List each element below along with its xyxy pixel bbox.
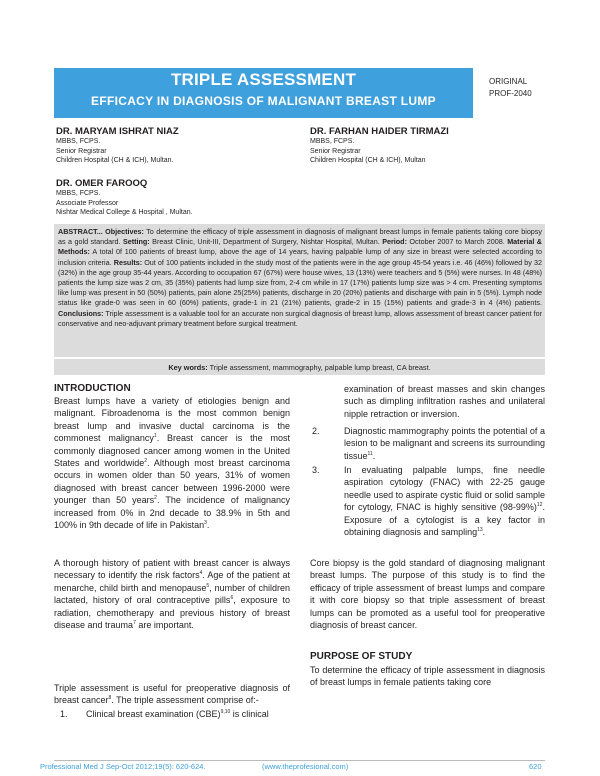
citation: 12 [536, 502, 543, 509]
text-run: . The triple assessment comprise of:- [111, 695, 259, 706]
purpose-paragraph: To determine the efficacy of triple assessment in diagnosis of breast lumps in female patients taking core [310, 665, 545, 688]
footer-website[interactable]: (www.theprofesional.com) [262, 762, 349, 771]
text-run: . Age of the patient at menarche, child birth and menopause [54, 570, 290, 593]
keywords-label: Key words: [168, 363, 208, 372]
author-title: Senior Registrar [310, 147, 361, 155]
keywords-text: Triple assessment, mammography, palpable lump breast, CA breast. [207, 363, 431, 372]
list-item-3 [344, 464, 545, 538]
author-title: Senior Registrar [56, 147, 107, 155]
author-name: DR. FARHAN HAIDER TIRMAZI [310, 126, 449, 137]
author-name: DR. OMER FAROOQ [56, 178, 148, 189]
text-run: . The incidence of malignancy increased from 0% in 2nd decade to 38.9% in 5th and 100% in 9th decade of life in Pakistan [54, 495, 290, 531]
text-run: , number of children lactated, history of oral contraceptive pills [54, 582, 291, 606]
list-number: 1. [60, 709, 68, 719]
citation: 2 [144, 458, 148, 465]
abstract-setting-label: Setting: [122, 237, 150, 247]
text-run: . Although most breast carcinoma occurs in women older than 50 years, 31% of women diagnosed with breast cancer between 1996-2000 were younger than 50 years [54, 458, 290, 506]
author-block [56, 178, 193, 218]
article-title: TRIPLE ASSESSMENT [170, 70, 357, 89]
introduction-heading: INTRODUCTION [54, 383, 131, 394]
text-run: . Exposure of a cytologist is a key factor in obtaining diagnosis and sampling [344, 502, 545, 538]
author-block [310, 126, 449, 166]
citation: 7 [133, 620, 136, 627]
author-affiliation: Children Hospital (CH & ICH), Multan [310, 157, 426, 164]
abstract-period-label: Period: [382, 237, 407, 247]
text-run: . [206, 520, 210, 531]
text-run: In evaluating palpable lumps, fine needle aspiration cytology (FNAC) with 22-25 gauge needle used to aspirate cystic fluid or solid sample for cytology, FNAC is highly sensitive (98-99%) [344, 465, 545, 513]
text-run: A thorough history of patient with breast cancer is always necessary to identify the risk factors [54, 558, 290, 581]
abstract-conclusions-label: Conclusions: [58, 308, 104, 318]
text-run: , exposure to radiation, chemotherapy and previous history of breast disease and trauma [54, 595, 290, 631]
abstract-lead: ABSTRACT... Objectives: [58, 227, 144, 236]
author-degree: MBBS, FCPS. [56, 190, 101, 197]
abstract-objectives: To determine the efficacy of triple assessment in diagnosis of malignant breast lumps in female patients taking core biopsy as a gold standard. [58, 227, 542, 247]
list-item-2 [344, 425, 545, 462]
citation: 4 [199, 570, 203, 577]
citation: 11 [367, 450, 373, 457]
text-run: Triple assessment is useful for preoperative diagnosis of breast cancer [54, 683, 290, 706]
abstract-text [58, 227, 542, 329]
citation: 6 [230, 595, 234, 602]
abstract-period: October 2007 to March 2008. [406, 237, 508, 247]
text-run: is clinical [230, 709, 269, 719]
text-run: . [372, 450, 376, 461]
intro-paragraph-1 [54, 395, 290, 531]
author-degree: MBBS, FCPS. [56, 138, 101, 145]
text-run: Diagnostic mammography points the potential of a lesion to be malignant and screens its surrounding tissue [344, 426, 545, 461]
list-item-1-continued: examination of breast masses and skin changes such as dimpling infiltration rashes and unilateral nipple retraction or inversion. [344, 384, 545, 419]
author-name: DR. MARYAM ISHRAT NIAZ [56, 126, 179, 137]
article-type-tag [489, 76, 532, 100]
article-type-label: ORIGINAL [489, 77, 528, 86]
text-run: Clinical breast examination (CBE) [86, 709, 221, 719]
article-subtitle: EFFICACY IN DIAGNOSIS OF MALIGNANT BREAST LUMP [91, 94, 436, 108]
citation: 1 [153, 433, 157, 440]
citation: 8 [108, 695, 112, 702]
intro-paragraph-4: Core biopsy is the gold standard of diagnosing malignant breast lumps. The purpose of this study is to find the efficacy of triple assessment of breast lumps and compare it with core biopsy so that triple assessment of breast lumps can be promoted as a useful tool for preoperative diagnosis of breast cancer. [310, 558, 545, 631]
citation: 5 [206, 582, 210, 589]
article-code: PROF-2040 [489, 89, 532, 98]
page-number: 620 [529, 762, 542, 771]
text-run: Breast lumps have a variety of etiologies benign and malignant. Fibroadenoma is the most common benign breast lump and invasive ductal carcinoma is the commonest malignancy [54, 396, 290, 444]
abstract-results: Out of 100 patients included in the study most of the patients were in the age group 45-54 years i.e. 46 (46%) followed by 32 (32%) in the age group 35-44 years. According to occupation 67 (67%) were house wives, 13 (13%) were teachers and 5 (5%) were nurses. In 48 (48%) patients the lump size was 2 cm, 35 (35%) patients had lump size from, 2-4 cm while in 17 (17%) patients lump size was > 4 cm. Presenting symptoms like lump was present in 50 (50%) patients, pain alone 25(25%) patients, discharge in 20 (20%) patients and discharge with pain in 5 (5%). Lymph node status like grade-0 was seen in 60 (60%) patients, grade-1 in 21 (21%) patients, grade-2 in 15 (15%) patients and grade-3 in 4 (4%) patients. [58, 257, 542, 308]
citation: 3 [204, 520, 207, 527]
text-run: . [482, 527, 486, 538]
list-number: 3. [312, 465, 320, 475]
abstract-methods: A total 0f 100 patients of breast lump, above the age of 14 years, having palpable lump of any size in breast were selected according to inclusion criteria. [58, 247, 542, 267]
author-affiliation: Children Hospital (CH & ICH), Multan. [56, 157, 174, 164]
author-affiliation: Nishtar Medical College & Hospital , Multan. [56, 209, 193, 216]
list-item-1 [86, 708, 290, 720]
author-title: Associate Professor [56, 199, 119, 207]
purpose-heading: PURPOSE OF STUDY [310, 651, 413, 662]
abstract-conclusions: Triple assessment is a valuable tool for an accurate non surgical diagnosis of breast lump, allows assessment of breast cancer patient for conservative and neo-adjuvant primary treatment before surgical treatment. [58, 308, 542, 328]
citation: 9,10 [220, 709, 231, 715]
abstract-results-label: Results: [113, 257, 143, 267]
footer-journal-citation: Professional Med J Sep-Oct 2012;19(5): 620-624. [40, 762, 206, 771]
abstract-methods-label: Material & Methods: [58, 237, 542, 257]
keywords [54, 363, 545, 372]
intro-paragraph-3 [54, 682, 290, 707]
abstract-setting: Breast Clinic, Unit-III, Department of Surgery, Nishtar Hospital, Multan. [149, 237, 383, 247]
intro-paragraph-2 [54, 557, 290, 631]
citation: 13 [477, 527, 483, 534]
citation: 2 [154, 495, 157, 502]
author-degree: MBBS, FCPS. [310, 138, 355, 145]
text-run: . Breast cancer is the most commonly diagnosed cancer among women in the United States and worldwide [54, 433, 290, 469]
text-run: are important. [135, 620, 194, 631]
footer-divider [54, 760, 545, 761]
author-block [56, 126, 179, 166]
list-number: 2. [312, 426, 320, 436]
